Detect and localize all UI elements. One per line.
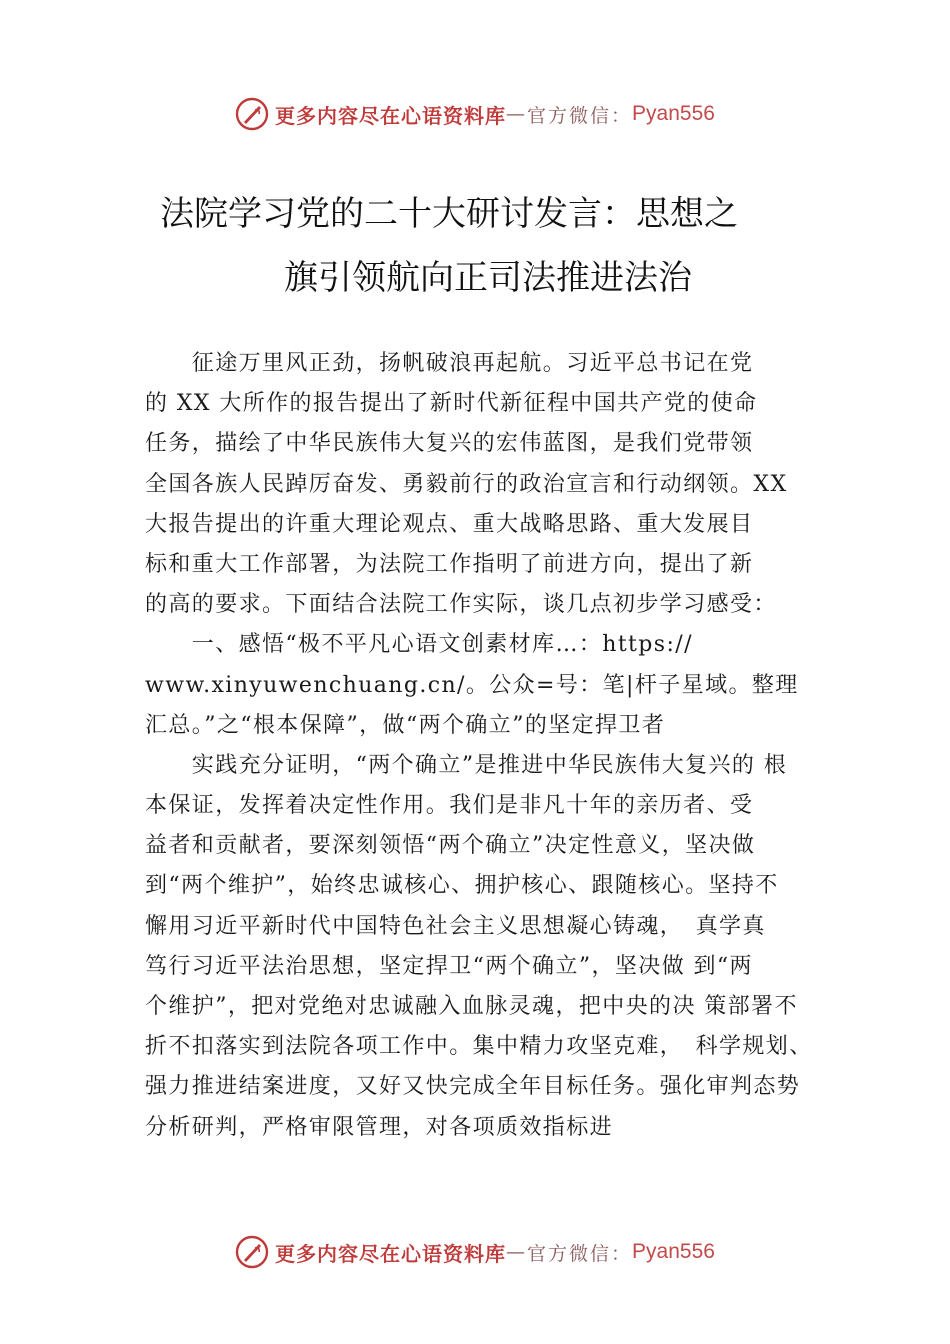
watermark-footer [0,1232,950,1272]
body-line: 大报告提出的许重大理论观点、重大战略思路、重大发展目 [145,511,754,537]
document-title-line1: 法院学习党的二十大研讨发言：思想之 [160,194,738,234]
body-line: 懈用习近平新时代中国特色社会主义思想凝心铸魂， 真学真 [145,913,766,939]
body-line: 益者和贡献者，要深刻领悟“两个确立”决定性意义，坚决做 [145,833,756,859]
body-line: 汇总。”之“根本保障”，做“两个确立”的坚定捍卫者 [145,712,666,738]
body-line: 到“两个维护”，始终忠诚核心、拥护核心、跟随核心。坚持不 [145,873,779,899]
watermark-official-label: 官方微信： [527,104,633,127]
body-line: 标和重大工作部署，为法院工作指明了前进方向，提出了新 [145,551,754,577]
watermark-header [0,94,950,134]
watermark-brand: 更多内容尽在心语资料库 [275,1241,507,1266]
document-title-line2: 旗引领航向正司法推进法治 [284,258,692,298]
watermark-separator: — [506,1241,528,1263]
body-line: 全国各族人民踔厉奋发、勇毅前行的政治宣言和行动纲领。XX [145,471,788,497]
body-line: 分析研判，严格审限管理，对各项质效指标进 [145,1114,614,1140]
quill-seal-icon [235,1235,269,1269]
body-line: 的高的要求。下面结合法院工作实际，谈几点初步学习感受： [145,592,777,618]
body-line: 个维护”，把对党绝对忠诚融入血脉灵魂，把中央的决 策部署不 [145,994,798,1019]
body-line: 本保证，发挥着决定性作用。我们是非凡十年的亲历者、受 [145,793,754,819]
document-body [145,344,845,1148]
body-line: 的 XX 大所作的报告提出了新时代新征程中国共产党的使命 [145,391,758,417]
quill-seal-icon [235,97,269,131]
body-line: 强力推进结案进度，又好又快完成全年目标任务。强化审判态势 [145,1074,801,1100]
watermark-wechat-id: Pyan556 [632,102,715,125]
watermark-wechat-id: Pyan556 [632,1240,715,1263]
body-line: 征途万里风正劲，扬帆破浪再起航。习近平总书记在党 [145,351,754,376]
body-line: 一、感悟“极不平凡心语文创素材库…：https:// [145,632,693,658]
body-line: 任务，描绘了中华民族伟大复兴的宏伟蓝图，是我们党带领 [145,431,754,457]
body-line: www.xinyuwenchuang.cn/。公众=号：笔|杆子星域。整理 [145,672,799,698]
body-line: 笃行习近平法治思想，坚定捍卫“两个确立”，坚决做 到“两 [145,953,753,979]
watermark-official-label: 官方微信： [527,1242,633,1265]
body-line: 实践充分证明，“两个确立”是推进中华民族伟大复兴的 根 [145,752,788,778]
body-line: 折不扣落实到法院各项工作中。集中精力攻坚克难， 科学规划、 [145,1034,813,1060]
watermark-brand: 更多内容尽在心语资料库 [275,103,507,128]
watermark-separator: — [506,103,528,125]
